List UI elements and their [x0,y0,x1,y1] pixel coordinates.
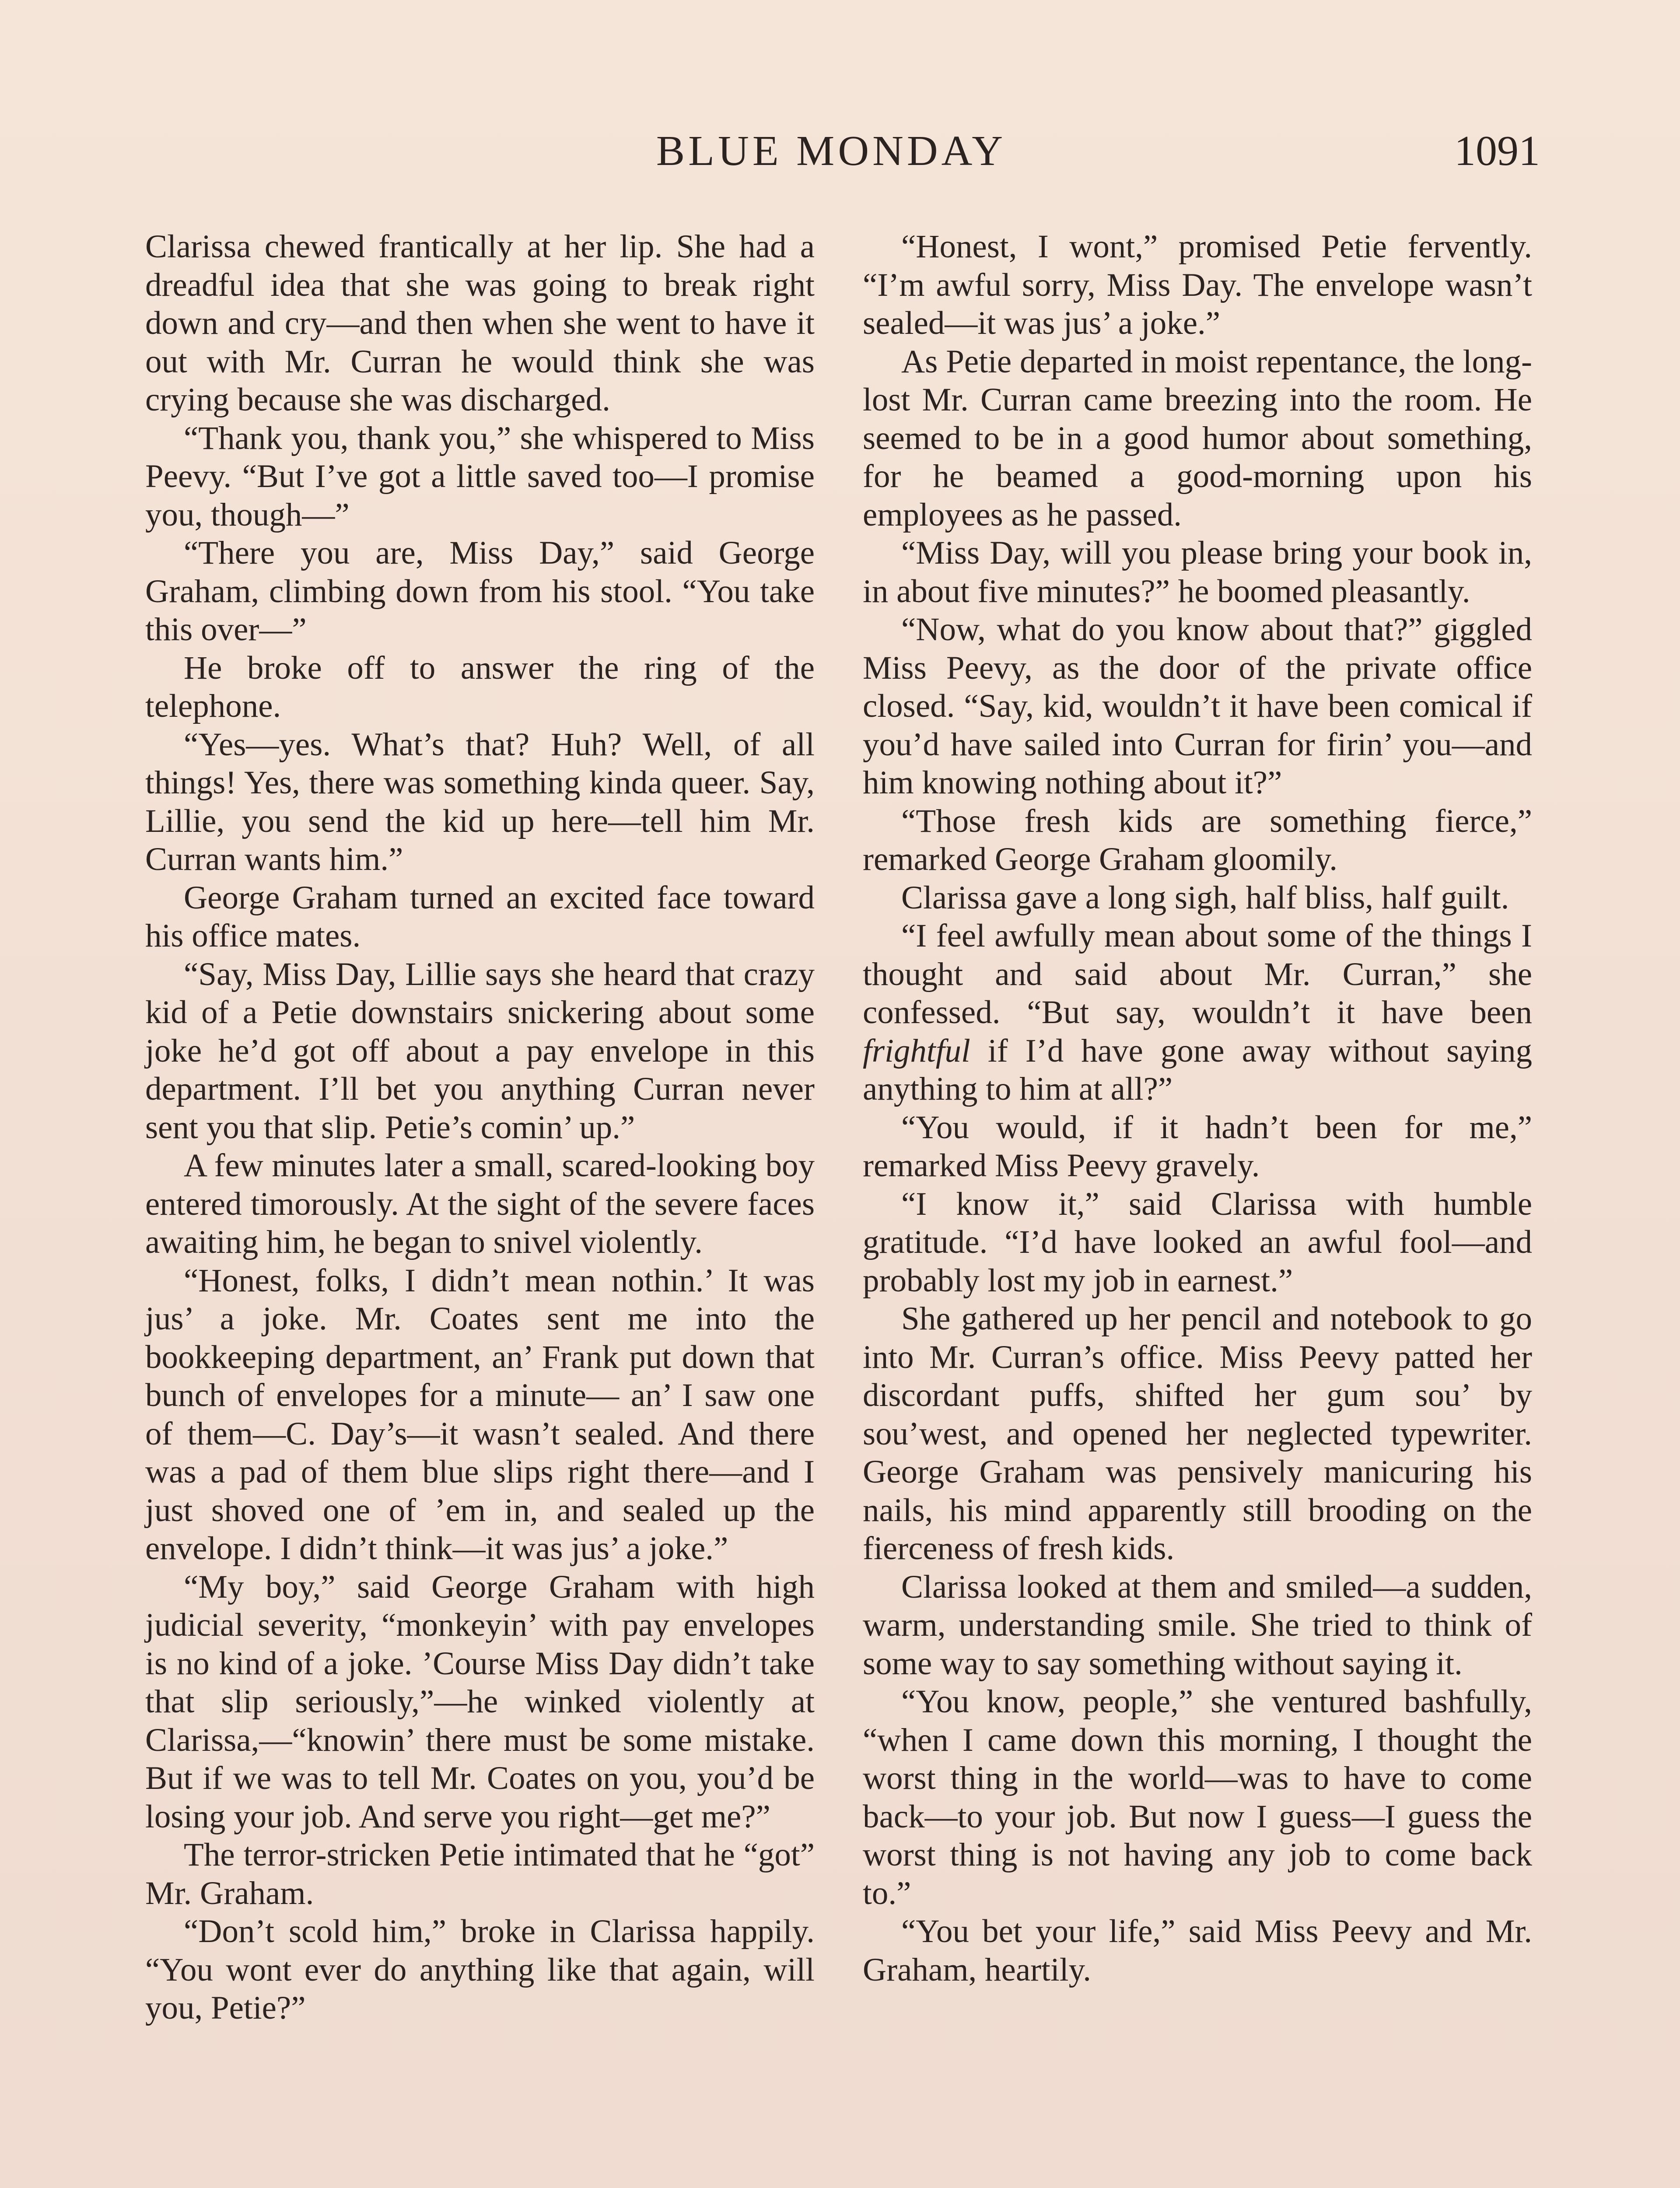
paragraph: Clarissa gave a long sigh, half bliss, half guilt. [901,879,1509,916]
italic-emphasis: frightful [863,1032,970,1069]
paragraph: The terror-stricken Petie intimated that he “got” Mr. Graham. [145,1837,815,1911]
paragraph: As Petie departed in moist repentance, the long-lost Mr. Curran came breezing into the room. He seemed to be in a good humor about something, for he beamed a good-morning upon his employees as he passed. [863,343,1532,533]
page-number: 1091 [1454,127,1540,175]
paragraph: “There you are, Miss Day,” said George Graham, climbing down from his stool. “You take this over—” [145,535,815,648]
paragraph: “Honest, I wont,” promised Petie fervently. “I’m awful sorry, Miss Day. The envelope wasn’t sealed—it was jus’ a joke.” [863,228,1532,341]
left-column [145,228,815,2027]
paragraph-text: “I feel awfully mean about some of the things I thought and said about Mr. Curran,” she confessed. “But say, wouldn’t it have been [863,918,1532,1031]
paragraph: “My boy,” said George Graham with high judicial severity, “monkeyin’ with pay envelopes is no kind of a joke. ’Course Miss Day didn’t take that slip seriously,”—he winked violently at Clarissa,—“knowin’ there must be some mistake. But if we was to tell Mr. Coates on you, you’d be losing your job. And serve you right—get me?” [145,1568,815,1835]
paragraph: “You would, if it hadn’t been for me,” remarked Miss Peevy gravely. [863,1109,1532,1184]
paragraph: “You bet your life,” said Miss Peevy and Mr. Graham, heartily. [863,1913,1532,1988]
paragraph: Clarissa looked at them and smiled—a sudden, warm, understanding smile. She tried to think of some way to say something without saying it. [863,1568,1532,1682]
paragraph: “Yes—yes. What’s that? Huh? Well, of all things! Yes, there was something kinda queer. Say, Lillie, you send the kid up here—tell him Mr. Curran wants him.” [145,726,815,877]
paragraph: She gathered up her pencil and notebook to go into Mr. Curran’s office. Miss Peevy patted her discordant puffs, shifted her gum sou’ by sou’west, and opened her neglected typewriter. George Graham was pensively manicuring his nails, his mind apparently still brooding on the fierceness of fresh kids. [863,1301,1532,1567]
paragraph: “Don’t scold him,” broke in Clarissa happily. “You wont ever do anything like that again, will you, Petie?” [145,1913,815,2026]
running-title: BLUE MONDAY [656,127,1007,175]
paragraph: A few minutes later a small, scared-looking boy entered timorously. At the sight of the severe faces awaiting him, he began to snivel violently. [145,1147,815,1260]
paragraph: “Thank you, thank you,” she whispered to Miss Peevy. “But I’ve got a little saved too—I promise you, though—” [145,420,815,533]
paragraph-text: if I’d have gone away without saying anything to him at all?” [863,1032,1532,1107]
paragraph: “Now, what do you know about that?” giggled Miss Peevy, as the door of the private office closed. “Say, kid, wouldn’t it have been comical if you’d have sailed into Curran for firin’ you—and him knowing nothing about it?” [863,611,1532,801]
paragraph: “Miss Day, will you please bring your book in, in about five minutes?” he boomed pleasantly. [863,535,1532,610]
paragraph: George Graham turned an excited face toward his office mates. [145,879,815,954]
paragraph: He broke off to answer the ring of the telephone. [145,649,815,724]
paragraph: “You know, people,” she ventured bashfully, “when I came down this morning, I thought the worst thing in the world—was to have to come back—to your job. But now I guess—I guess the worst thing is not having any job to come back to.” [863,1683,1532,1911]
paragraph: “Honest, folks, I didn’t mean nothin.’ It was jus’ a joke. Mr. Coates sent me into the bookkeeping department, an’ Frank put down that bunch of envelopes for a minute— an’ I saw one of them—C. Day’s—it wasn’t sealed. And there was a pad of them blue slips right there—and I just shoved one of ’em in, and sealed up the envelope. I didn’t think—it was jus’ a joke.” [145,1262,815,1567]
paragraph: “I know it,” said Clarissa with humble gratitude. “I’d have looked an awful fool—and probably lost my job in earnest.” [863,1185,1532,1299]
paragraph: Clarissa chewed frantically at her lip. She had a dreadful idea that she was going to break right down and cry—and then when she went to have it out with Mr. Curran he would think she was crying because she was discharged. [145,228,815,418]
paragraph [863,917,1532,1108]
paragraph: “Say, Miss Day, Lillie says she heard that crazy kid of a Petie downstairs snickering about some joke he’d got off about a pay envelope in this department. I’ll bet you anything Curran never sent you that slip. Petie’s comin’ up.” [145,956,815,1146]
right-column [863,228,1532,1989]
paragraph: “Those fresh kids are something fierce,” remarked George Graham gloomily. [863,803,1532,877]
